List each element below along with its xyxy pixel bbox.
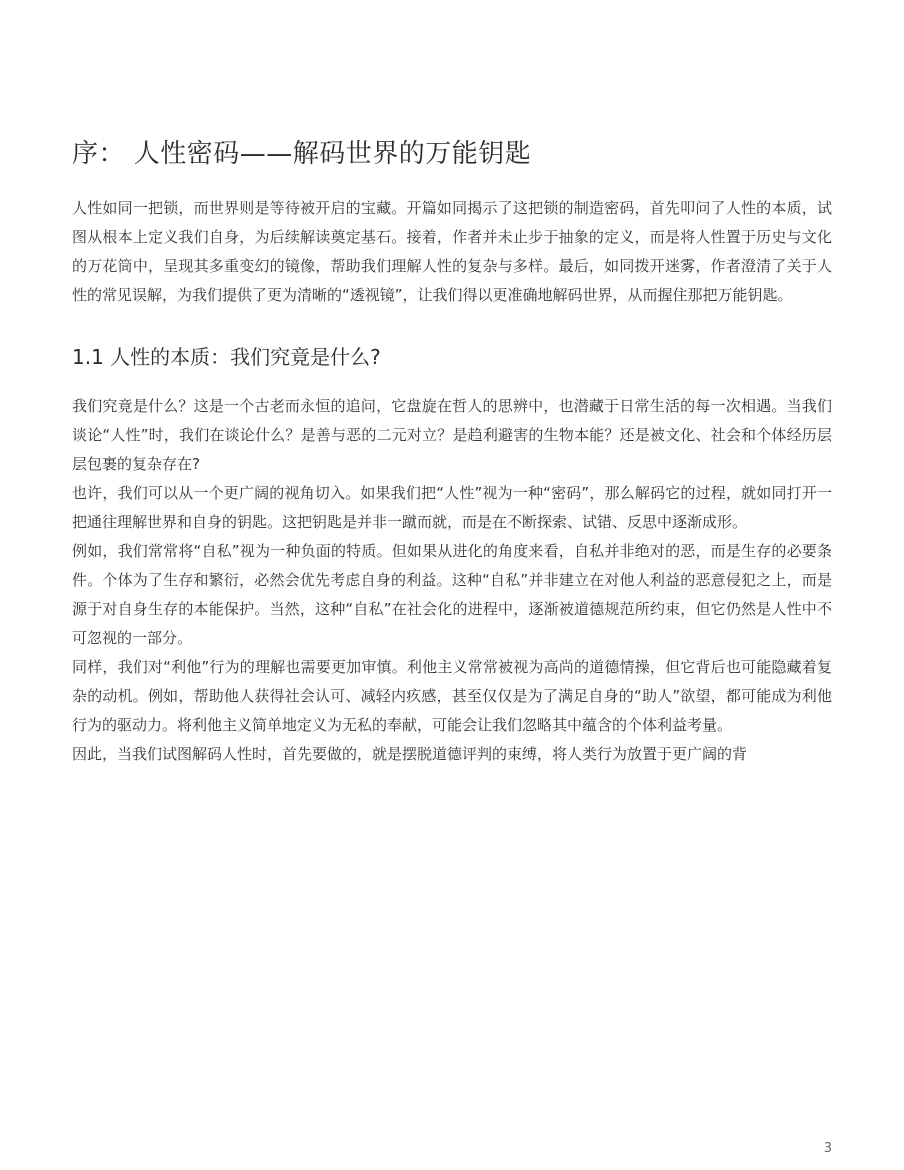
section-title: 1.1 人性的本质：我们究竟是什么? [72, 345, 381, 369]
section-paragraph-4: 同样，我们对“利他”行为的理解也需要更加审慎。利他主义常常被视为高尚的道德情操，但它背后也可能隐藏着复杂的动机。例如，帮助他人获得社会认可、减轻内疚感，甚至仅仅是为了满足自身的“助人”欲望，都可能成为利他行为的驱动力。将利他主义简单地定义为无私的奉献，可能会让我们忽略其中蕴含的个体利益考量。 [72, 658, 832, 734]
page-content [72, 136, 832, 769]
chapter-intro-paragraph: 人性如同一把锁，而世界则是等待被开启的宝藏。开篇如同揭示了这把锁的制造密码，首先叩问了人性的本质，试图从根本上定义我们自身，为后续解读奠定基石。接着，作者并未止步于抽象的定义，而是将人性置于历史与文化的万花筒中，呈现其多重变幻的镜像，帮助我们理解人性的复杂与多样。最后，如同拨开迷雾，作者澄清了关于人性的常见误解，为我们提供了更为清晰的“透视镜”，让我们得以更准确地解码世界，从而握住那把万能钥匙。 [72, 199, 832, 304]
section-paragraph-5: 因此，当我们试图解码人性时，首先要做的，就是摆脱道德评判的束缚，将人类行为放置于更广阔的背 [72, 745, 748, 763]
section-paragraph-3: 例如，我们常常将“自私”视为一种负面的特质。但如果从进化的角度来看，自私并非绝对的恶，而是生存的必要条件。个体为了生存和繁衍，必然会优先考虑自身的利益。这种“自私”并非建立在对他人利益的恶意侵犯之上，而是源于对自身生存的本能保护。当然，这种“自私”在社会化的进程中，逐渐被道德规范所约束，但它仍然是人性中不可忽视的一部分。 [72, 542, 832, 647]
section-paragraph-1: 我们究竟是什么？这是一个古老而永恒的追问，它盘旋在哲人的思辨中，也潜藏于日常生活的每一次相遇。当我们谈论“人性”时，我们在谈论什么？是善与恶的二元对立？是趋利避害的生物本能？还是被文化、社会和个体经历层层包裹的复杂存在? [72, 397, 832, 473]
chapter-title: 序： 人性密码——解码世界的万能钥匙 [72, 139, 532, 169]
page-number: 3 [823, 1141, 832, 1156]
section-paragraph-2: 也许，我们可以从一个更广阔的视角切入。如果我们把“人性”视为一种“密码”，那么解码它的过程，就如同打开一把通往理解世界和自身的钥匙。这把钥匙是并非一蹴而就，而是在不断探索、试错、反思中逐渐成形。 [72, 484, 832, 531]
